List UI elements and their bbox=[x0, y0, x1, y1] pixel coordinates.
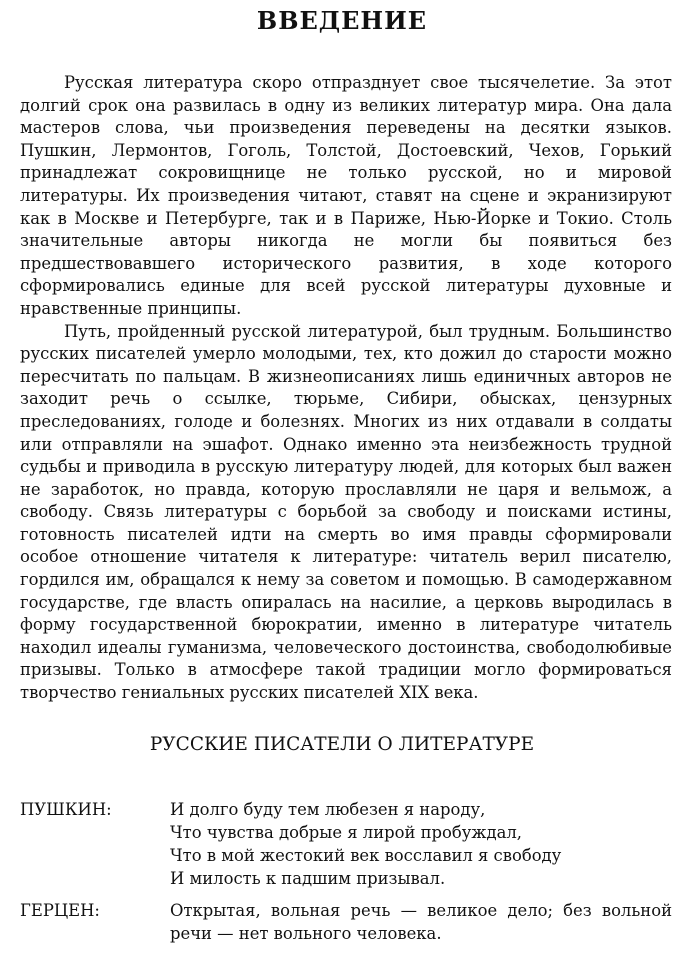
verse-line: Что чувства добрые я лирой пробуждал, bbox=[170, 823, 522, 842]
page-title: ВВЕДЕНИЕ bbox=[256, 6, 428, 35]
verse-line: Что в мой жестокий век восславил я свободу bbox=[170, 846, 562, 865]
introduction-text bbox=[20, 72, 672, 705]
quote-author: ГЕРЦЕН: bbox=[20, 901, 100, 920]
quote-author: ПУШКИН: bbox=[20, 800, 112, 819]
paragraph: Русская литература скоро отпразднует свое тысячелетие. За этот долгий срок она развилась в одну из великих литератур мира. Она дала мастеров слова, чьи произведения переведены на десятки языков. Пушкин, Лермонтов, Гоголь, Толстой, Достоевский, Чехов, Горький принадлежат сокровищнице не только русской, но и мировой литературы. Их произведения читают, ставят на сцене и экранизируют как в Москве и Петербурге, так и в Париже, Нью-Йорке и Токио. Столь значительные авторы никогда не могли бы появиться без предшествовавшего исторического развития, в ходе которого сформировались единые для всей русской литературы духовные и нравственные принципы. bbox=[20, 73, 672, 318]
paragraph: Путь, пройденный русской литературой, был трудным. Большинство русских писателей умерло молодыми, тех, кто дожил до старости можно пересчитать по пальцам. В жизнеописаниях лишь единичных авторов не заходит речь о ссылке, тюрьме, Сибири, обысках, цензурных преследованиях, голоде и болезнях. Многих из них отдавали в солдаты или отправляли на эшафот. Однако именно эта неизбежность трудной судьбы и приводила в русскую литературу людей, для которых был важен не заработок, но правда, которую прославляли не царя и вельмож, а свободу. Связь литературы с борьбой за свободу и поисками истины, готовность писателей идти на смерть во имя правды сформировали особое отношение читателя к литературе: читатель верил писателю, гордился им, обращался к нему за советом и помощью. В самодержавном государстве, где власть опиралась на насилие, а церковь выродилась в форму государственной бюрократии, именно в литературе читатель находил идеалы гуманизма, человеческого достоинства, свободолюбивые призывы. Только в атмосфере такой традиции могло формироваться творчество гениальных русских писателей XIX века. bbox=[20, 321, 672, 703]
quote-verse bbox=[170, 798, 672, 890]
quote-prose: Открытая, вольная речь — великое дело; без вольной речи — нет вольного человека. bbox=[170, 901, 672, 943]
section-title: РУССКИЕ ПИСАТЕЛИ О ЛИТЕРАТУРЕ bbox=[149, 734, 535, 755]
verse-line: И долго буду тем любезен я народу, bbox=[170, 800, 486, 819]
verse-line: И милость к падшим призывал. bbox=[170, 869, 446, 888]
